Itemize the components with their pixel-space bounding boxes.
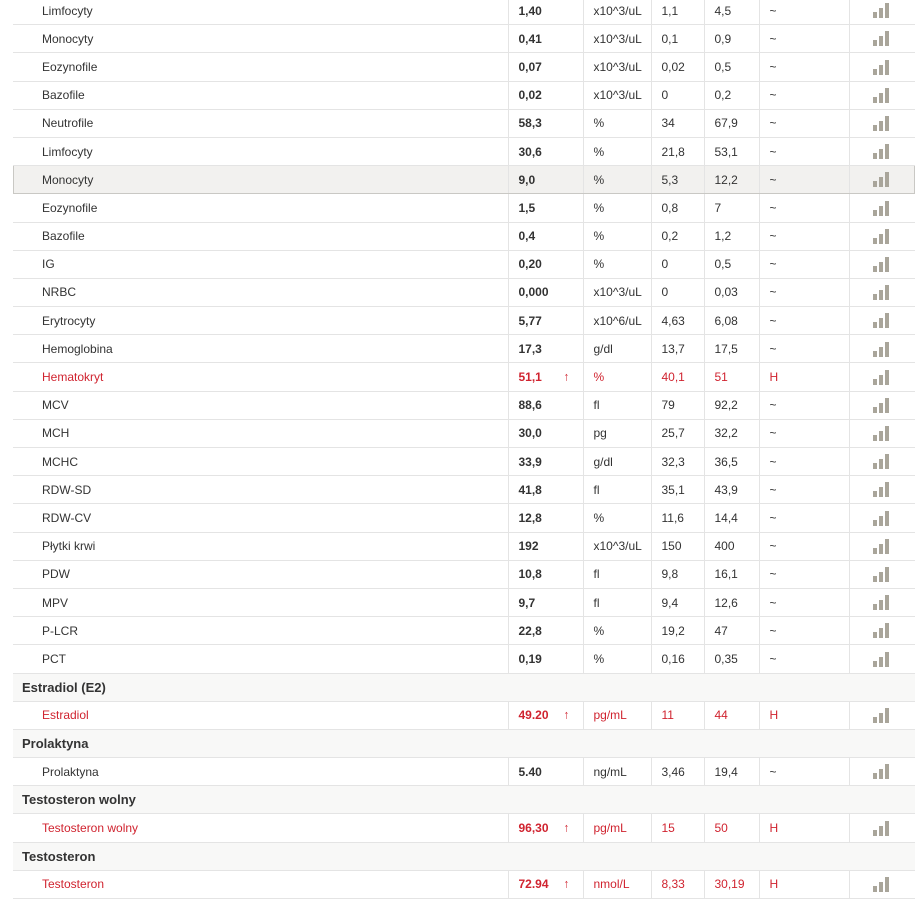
result-flag: ~ xyxy=(759,53,849,81)
reference-high: 4,5 xyxy=(704,0,759,25)
history-chart-cell xyxy=(849,335,915,363)
test-name: Bazofile xyxy=(13,81,508,109)
result-row[interactable] xyxy=(13,222,915,250)
result-row[interactable] xyxy=(13,391,915,419)
test-name: IG xyxy=(13,250,508,278)
test-group-title: Prolaktyna xyxy=(13,729,915,757)
result-row[interactable] xyxy=(13,701,915,729)
result-unit: % xyxy=(583,194,651,222)
reference-low: 25,7 xyxy=(651,419,704,447)
reference-low: 0 xyxy=(651,278,704,306)
history-chart-cell xyxy=(849,363,915,391)
bar-chart-icon[interactable] xyxy=(873,370,891,385)
bar-chart-icon[interactable] xyxy=(873,31,891,46)
history-chart-cell xyxy=(849,222,915,250)
history-chart-cell xyxy=(849,560,915,588)
test-name: RDW-SD xyxy=(13,476,508,504)
reference-high: 16,1 xyxy=(704,560,759,588)
result-value xyxy=(508,81,583,109)
history-chart-cell xyxy=(849,194,915,222)
result-unit: % xyxy=(583,222,651,250)
result-value xyxy=(508,307,583,335)
test-name: Limfocyty xyxy=(13,0,508,25)
reference-low: 79 xyxy=(651,391,704,419)
test-name: MCH xyxy=(13,419,508,447)
result-value xyxy=(508,814,583,842)
result-value-text: 33,9 xyxy=(518,454,542,469)
test-name: Prolaktyna xyxy=(13,758,508,786)
result-value xyxy=(508,588,583,616)
test-group-title: Testosteron xyxy=(13,842,915,870)
test-group-header xyxy=(13,729,915,757)
reference-low: 11,6 xyxy=(651,504,704,532)
result-unit: g/dl xyxy=(583,448,651,476)
result-unit: x10^3/uL xyxy=(583,25,651,53)
bar-chart-icon[interactable] xyxy=(873,539,891,554)
test-name: Testosteron xyxy=(13,870,508,898)
bar-chart-icon[interactable] xyxy=(873,313,891,328)
history-chart-cell xyxy=(849,504,915,532)
arrow-up-icon: ↑ xyxy=(563,877,570,892)
reference-low: 4,63 xyxy=(651,307,704,335)
result-flag: ~ xyxy=(759,758,849,786)
reference-low: 9,8 xyxy=(651,560,704,588)
reference-high: 36,5 xyxy=(704,448,759,476)
reference-high: 12,2 xyxy=(704,166,759,194)
result-value xyxy=(508,617,583,645)
result-value xyxy=(508,391,583,419)
result-value-text: 0,07 xyxy=(518,59,542,74)
test-name: MCV xyxy=(13,391,508,419)
result-flag: ~ xyxy=(759,222,849,250)
result-flag: ~ xyxy=(759,560,849,588)
result-value-text: 192 xyxy=(518,539,539,554)
result-value-text: 96,30 xyxy=(518,821,549,836)
result-value-text: 17,3 xyxy=(518,341,542,356)
result-value-text: 0,19 xyxy=(518,651,542,666)
result-flag: ~ xyxy=(759,81,849,109)
result-value xyxy=(508,419,583,447)
reference-high: 43,9 xyxy=(704,476,759,504)
result-row[interactable] xyxy=(13,758,915,786)
result-row[interactable] xyxy=(13,504,915,532)
result-value xyxy=(508,476,583,504)
result-value-text: 12,8 xyxy=(518,510,542,525)
result-value xyxy=(508,758,583,786)
reference-low: 0,8 xyxy=(651,194,704,222)
result-row[interactable] xyxy=(13,532,915,560)
history-chart-cell xyxy=(849,419,915,447)
reference-high: 47 xyxy=(704,617,759,645)
history-chart-cell xyxy=(849,391,915,419)
reference-high: 67,9 xyxy=(704,109,759,137)
reference-high: 1,2 xyxy=(704,222,759,250)
reference-high: 50 xyxy=(704,814,759,842)
result-flag: ~ xyxy=(759,335,849,363)
test-name: Eozynofile xyxy=(13,194,508,222)
reference-low: 35,1 xyxy=(651,476,704,504)
reference-low: 5,3 xyxy=(651,166,704,194)
history-chart-cell xyxy=(849,645,915,673)
history-chart-cell xyxy=(849,588,915,616)
result-flag: ~ xyxy=(759,109,849,137)
result-unit: % xyxy=(583,250,651,278)
result-value xyxy=(508,504,583,532)
bar-chart-icon[interactable] xyxy=(873,229,891,244)
reference-low: 21,8 xyxy=(651,137,704,165)
result-flag: ~ xyxy=(759,504,849,532)
test-name: MPV xyxy=(13,588,508,616)
result-unit: x10^3/uL xyxy=(583,53,651,81)
result-value xyxy=(508,250,583,278)
test-group-header xyxy=(13,786,915,814)
test-group-title: Estradiol (E2) xyxy=(13,673,915,701)
result-unit: x10^3/uL xyxy=(583,81,651,109)
result-flag: ~ xyxy=(759,0,849,25)
test-name: PCT xyxy=(13,645,508,673)
test-name: Hemoglobina xyxy=(13,335,508,363)
result-value xyxy=(508,25,583,53)
result-flag: H xyxy=(759,814,849,842)
history-chart-cell xyxy=(849,532,915,560)
result-value xyxy=(508,137,583,165)
test-group-title: Testosteron wolny xyxy=(13,786,915,814)
result-unit: x10^6/uL xyxy=(583,307,651,335)
reference-low: 0,2 xyxy=(651,222,704,250)
history-chart-cell xyxy=(849,814,915,842)
reference-high: 0,03 xyxy=(704,278,759,306)
reference-low: 150 xyxy=(651,532,704,560)
bar-chart-icon[interactable] xyxy=(873,144,891,159)
result-value-text: 0,41 xyxy=(518,31,542,46)
test-name: Bazofile xyxy=(13,222,508,250)
result-row[interactable] xyxy=(13,250,915,278)
result-value xyxy=(508,222,583,250)
test-name: NRBC xyxy=(13,278,508,306)
result-row[interactable] xyxy=(13,476,915,504)
reference-high: 6,08 xyxy=(704,307,759,335)
result-flag: ~ xyxy=(759,278,849,306)
bar-chart-icon[interactable] xyxy=(873,454,891,469)
lab-results-body xyxy=(13,0,915,899)
test-name: Neutrofile xyxy=(13,109,508,137)
bar-chart-icon[interactable] xyxy=(873,511,891,526)
result-unit: fl xyxy=(583,588,651,616)
reference-high: 17,5 xyxy=(704,335,759,363)
bar-chart-icon[interactable] xyxy=(873,482,891,497)
test-name: Płytki krwi xyxy=(13,532,508,560)
reference-high: 92,2 xyxy=(704,391,759,419)
result-value-text: 72.94 xyxy=(518,877,549,892)
reference-high: 30,19 xyxy=(704,870,759,898)
result-value-text: 1,5 xyxy=(518,200,536,215)
result-unit: % xyxy=(583,137,651,165)
history-chart-cell xyxy=(849,617,915,645)
result-row[interactable] xyxy=(13,363,915,391)
test-name: PDW xyxy=(13,560,508,588)
result-value-text: 5.40 xyxy=(518,764,542,779)
result-value-text: 41,8 xyxy=(518,482,542,497)
result-value-text: 30,0 xyxy=(518,426,542,441)
result-unit: % xyxy=(583,109,651,137)
reference-low: 9,4 xyxy=(651,588,704,616)
result-unit: pg/mL xyxy=(583,701,651,729)
reference-high: 32,2 xyxy=(704,419,759,447)
result-value xyxy=(508,194,583,222)
result-value xyxy=(508,109,583,137)
test-name: P-LCR xyxy=(13,617,508,645)
bar-chart-icon[interactable] xyxy=(873,60,891,75)
bar-chart-icon[interactable] xyxy=(873,285,891,300)
test-name: Estradiol xyxy=(13,701,508,729)
reference-low: 8,33 xyxy=(651,870,704,898)
result-unit: fl xyxy=(583,560,651,588)
result-value-text: 58,3 xyxy=(518,116,542,131)
result-unit: pg xyxy=(583,419,651,447)
result-row[interactable] xyxy=(13,617,915,645)
result-flag: ~ xyxy=(759,617,849,645)
result-value xyxy=(508,448,583,476)
result-flag: ~ xyxy=(759,391,849,419)
result-flag: ~ xyxy=(759,645,849,673)
test-name: Eozynofile xyxy=(13,53,508,81)
history-chart-cell xyxy=(849,25,915,53)
result-value-text: 9,7 xyxy=(518,595,536,610)
result-value-text: 0,02 xyxy=(518,88,542,103)
lab-results-table xyxy=(13,0,915,899)
reference-high: 0,35 xyxy=(704,645,759,673)
history-chart-cell xyxy=(849,758,915,786)
reference-low: 32,3 xyxy=(651,448,704,476)
reference-high: 14,4 xyxy=(704,504,759,532)
reference-high: 7 xyxy=(704,194,759,222)
result-value-text: 30,6 xyxy=(518,144,542,159)
bar-chart-icon[interactable] xyxy=(873,595,891,610)
reference-low: 0,16 xyxy=(651,645,704,673)
arrow-up-icon: ↑ xyxy=(563,708,570,723)
result-flag: ~ xyxy=(759,25,849,53)
result-unit: x10^3/uL xyxy=(583,278,651,306)
history-chart-cell xyxy=(849,307,915,335)
reference-high: 12,6 xyxy=(704,588,759,616)
result-value-text: 88,6 xyxy=(518,398,542,413)
history-chart-cell xyxy=(849,701,915,729)
result-value-text: 0,4 xyxy=(518,229,536,244)
result-row[interactable] xyxy=(13,419,915,447)
result-unit: % xyxy=(583,166,651,194)
result-row[interactable] xyxy=(13,814,915,842)
test-name: Limfocyty xyxy=(13,137,508,165)
bar-chart-icon[interactable] xyxy=(873,398,891,413)
result-row[interactable] xyxy=(13,645,915,673)
result-unit: % xyxy=(583,617,651,645)
result-unit: % xyxy=(583,645,651,673)
result-row[interactable] xyxy=(13,278,915,306)
test-name: RDW-CV xyxy=(13,504,508,532)
result-value xyxy=(508,645,583,673)
result-flag: H xyxy=(759,363,849,391)
result-row[interactable] xyxy=(13,588,915,616)
result-value-text: 51,1 xyxy=(518,370,542,385)
bar-chart-icon[interactable] xyxy=(873,623,891,638)
result-value xyxy=(508,532,583,560)
result-unit: g/dl xyxy=(583,335,651,363)
reference-low: 0 xyxy=(651,250,704,278)
result-row[interactable] xyxy=(13,81,915,109)
reference-high: 0,5 xyxy=(704,53,759,81)
bar-chart-icon[interactable] xyxy=(873,201,891,216)
test-name: Erytrocyty xyxy=(13,307,508,335)
result-value-text: 22,8 xyxy=(518,623,542,638)
reference-low: 0,1 xyxy=(651,25,704,53)
result-value-text: 0,20 xyxy=(518,257,542,272)
test-name: Hematokryt xyxy=(13,363,508,391)
result-unit: x10^3/uL xyxy=(583,0,651,25)
result-value-text: 9,0 xyxy=(518,172,536,187)
reference-low: 0,02 xyxy=(651,53,704,81)
reference-low: 0 xyxy=(651,81,704,109)
result-row[interactable] xyxy=(13,194,915,222)
test-name: Monocyty xyxy=(13,166,508,194)
history-chart-cell xyxy=(849,278,915,306)
test-group-header xyxy=(13,842,915,870)
reference-low: 11 xyxy=(651,701,704,729)
reference-high: 51 xyxy=(704,363,759,391)
result-unit: nmol/L xyxy=(583,870,651,898)
reference-high: 400 xyxy=(704,532,759,560)
history-chart-cell xyxy=(849,81,915,109)
result-unit: % xyxy=(583,363,651,391)
result-value xyxy=(508,560,583,588)
test-name: Monocyty xyxy=(13,25,508,53)
bar-chart-icon[interactable] xyxy=(873,3,891,18)
reference-high: 44 xyxy=(704,701,759,729)
bar-chart-icon[interactable] xyxy=(873,764,891,779)
bar-chart-icon[interactable] xyxy=(873,567,891,582)
result-flag: ~ xyxy=(759,448,849,476)
result-value xyxy=(508,0,583,25)
history-chart-cell xyxy=(849,53,915,81)
result-value-text: 0,000 xyxy=(518,285,549,300)
result-unit: fl xyxy=(583,476,651,504)
result-row[interactable] xyxy=(13,137,915,165)
result-row[interactable] xyxy=(13,0,915,25)
bar-chart-icon[interactable] xyxy=(873,88,891,103)
reference-high: 0,2 xyxy=(704,81,759,109)
result-flag: ~ xyxy=(759,532,849,560)
result-row[interactable] xyxy=(13,307,915,335)
result-value xyxy=(508,278,583,306)
result-value xyxy=(508,870,583,898)
result-row[interactable] xyxy=(13,870,915,898)
history-chart-cell xyxy=(849,0,915,25)
result-row[interactable] xyxy=(13,109,915,137)
arrow-up-icon: ↑ xyxy=(563,369,570,384)
result-value xyxy=(508,363,583,391)
bar-chart-icon[interactable] xyxy=(873,257,891,272)
bar-chart-icon[interactable] xyxy=(873,426,891,441)
reference-low: 3,46 xyxy=(651,758,704,786)
result-value xyxy=(508,53,583,81)
bar-chart-icon[interactable] xyxy=(873,708,891,723)
result-value-text: 49.20 xyxy=(518,708,549,723)
history-chart-cell xyxy=(849,870,915,898)
result-flag: ~ xyxy=(759,194,849,222)
result-row[interactable] xyxy=(13,448,915,476)
history-chart-cell xyxy=(849,166,915,194)
history-chart-cell xyxy=(849,250,915,278)
result-unit: % xyxy=(583,504,651,532)
reference-low: 15 xyxy=(651,814,704,842)
result-flag: ~ xyxy=(759,166,849,194)
reference-high: 0,9 xyxy=(704,25,759,53)
reference-low: 13,7 xyxy=(651,335,704,363)
reference-low: 19,2 xyxy=(651,617,704,645)
bar-chart-icon[interactable] xyxy=(873,877,891,892)
result-flag: ~ xyxy=(759,307,849,335)
test-name: Testosteron wolny xyxy=(13,814,508,842)
result-unit: x10^3/uL xyxy=(583,532,651,560)
bar-chart-icon[interactable] xyxy=(873,116,891,131)
reference-high: 53,1 xyxy=(704,137,759,165)
reference-low: 40,1 xyxy=(651,363,704,391)
result-value xyxy=(508,166,583,194)
result-flag: H xyxy=(759,870,849,898)
result-value-text: 5,77 xyxy=(518,313,542,328)
history-chart-cell xyxy=(849,109,915,137)
reference-low: 34 xyxy=(651,109,704,137)
reference-low: 1,1 xyxy=(651,0,704,25)
arrow-up-icon: ↑ xyxy=(563,820,570,835)
result-row[interactable] xyxy=(13,560,915,588)
result-value-text: 1,40 xyxy=(518,3,542,18)
result-value-text: 10,8 xyxy=(518,567,542,582)
result-row[interactable] xyxy=(13,166,915,194)
bar-chart-icon[interactable] xyxy=(873,821,891,836)
result-unit: fl xyxy=(583,391,651,419)
result-unit: pg/mL xyxy=(583,814,651,842)
result-flag: ~ xyxy=(759,588,849,616)
bar-chart-icon[interactable] xyxy=(873,652,891,667)
result-flag: ~ xyxy=(759,250,849,278)
result-flag: ~ xyxy=(759,137,849,165)
bar-chart-icon[interactable] xyxy=(873,172,891,187)
result-row[interactable] xyxy=(13,335,915,363)
result-value xyxy=(508,701,583,729)
result-row[interactable] xyxy=(13,53,915,81)
result-value xyxy=(508,335,583,363)
result-flag: ~ xyxy=(759,476,849,504)
reference-high: 0,5 xyxy=(704,250,759,278)
history-chart-cell xyxy=(849,448,915,476)
history-chart-cell xyxy=(849,137,915,165)
result-row[interactable] xyxy=(13,25,915,53)
test-name: MCHC xyxy=(13,448,508,476)
result-flag: ~ xyxy=(759,419,849,447)
bar-chart-icon[interactable] xyxy=(873,342,891,357)
result-flag: H xyxy=(759,701,849,729)
test-group-header xyxy=(13,673,915,701)
reference-high: 19,4 xyxy=(704,758,759,786)
history-chart-cell xyxy=(849,476,915,504)
result-unit: ng/mL xyxy=(583,758,651,786)
